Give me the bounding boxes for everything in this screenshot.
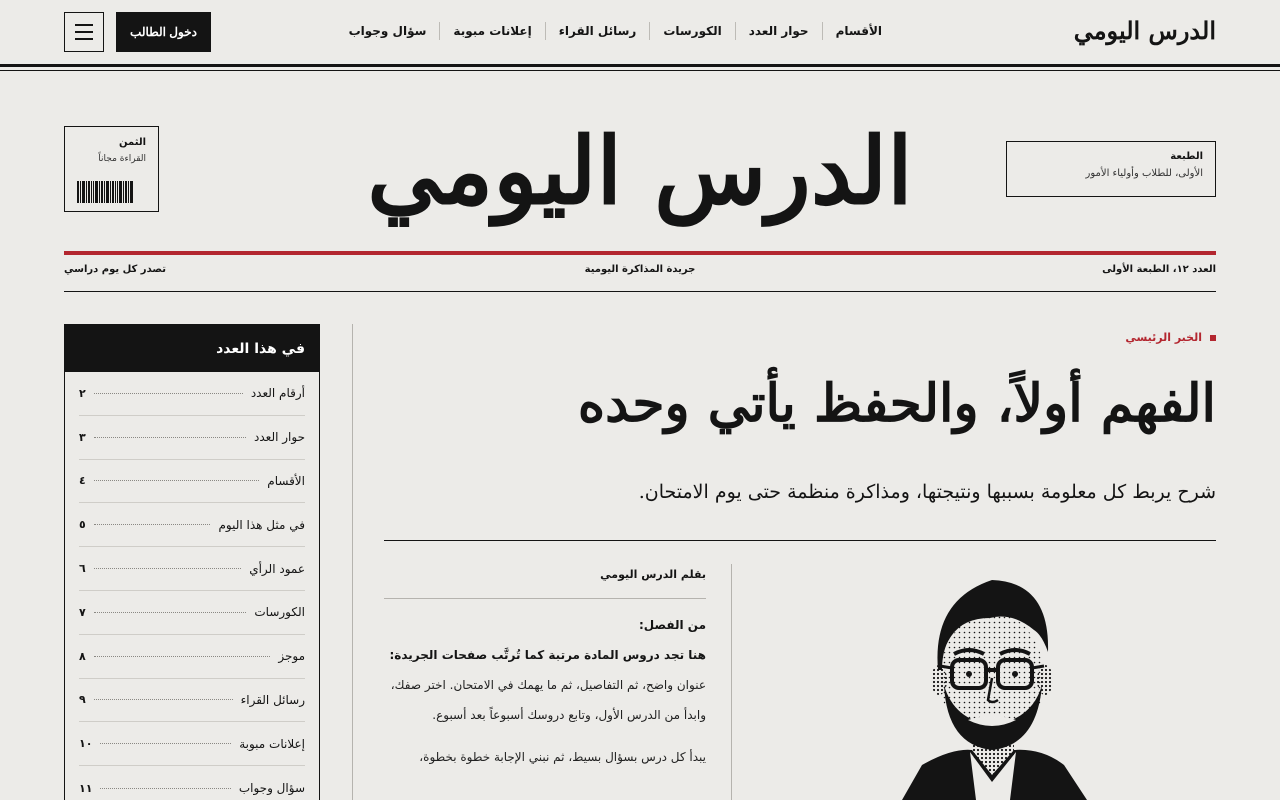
article-rule — [384, 540, 1216, 541]
toc-leader — [94, 612, 247, 613]
publication-frequency: تصدر كل يوم دراسي — [64, 264, 166, 275]
column-divider — [352, 324, 353, 800]
toc-title: في هذا العدد — [65, 325, 319, 372]
edition-label: الطبعة — [1170, 151, 1203, 162]
kicker-square-icon — [1210, 335, 1216, 341]
toc-item[interactable] — [79, 679, 305, 723]
body-column-divider — [731, 564, 732, 800]
toc-item-label: حوار العدد — [254, 430, 305, 445]
nav-link-courses[interactable]: الكورسات — [649, 22, 734, 40]
toc-leader — [94, 524, 211, 525]
toc-item-label: الأقسام — [267, 473, 305, 488]
toc-item-page: ١١ — [79, 781, 93, 795]
top-navigation-bar — [0, 0, 1280, 64]
toc-item[interactable] — [79, 503, 305, 547]
toc-item-page: ٣ — [79, 430, 86, 444]
toc-item-page: ٥ — [79, 518, 86, 532]
toc-leader — [94, 480, 260, 481]
toc-item-page: ٢ — [79, 386, 86, 400]
toc-item-page: ١٠ — [79, 737, 93, 751]
price-box — [64, 126, 159, 212]
toc-item-page: ٤ — [79, 474, 86, 488]
article-headline[interactable]: الفهم أولاً، والحفظ يأتي وحده — [577, 373, 1216, 434]
price-label: الثمن — [119, 137, 146, 148]
kicker-label: الخبر الرئيسي — [1125, 331, 1202, 344]
section-label: من الفصل: — [639, 618, 706, 632]
nav-link-interview[interactable]: حوار العدد — [735, 22, 822, 40]
toc-item-label: أرقام العدد — [250, 386, 305, 401]
masthead-title: الدرس اليومي — [367, 117, 913, 225]
hamburger-icon-line — [75, 38, 93, 40]
price-value: القراءة مجاناً — [98, 154, 146, 164]
toc-item[interactable] — [79, 591, 305, 635]
edition-box — [1006, 141, 1216, 197]
article-lead: هنا تجد دروس المادة مرتبة كما تُرتَّب صفحات الجريدة: — [389, 648, 706, 662]
site-logo[interactable]: الدرس اليومي — [1073, 16, 1216, 45]
article-byline: بقلم الدرس اليومي — [600, 568, 706, 581]
toc-list — [65, 372, 319, 800]
toc-item[interactable] — [79, 722, 305, 766]
paper-tagline: جريدة المذاكرة اليومية — [584, 264, 696, 275]
masthead-red-rule — [64, 251, 1216, 255]
barcode-icon — [77, 181, 133, 203]
nav-link-qa[interactable]: سؤال وجواب — [348, 24, 427, 38]
toc-leader — [94, 437, 246, 438]
article-body — [384, 610, 706, 772]
toc-leader — [100, 743, 231, 744]
hamburger-menu-button[interactable] — [64, 12, 104, 52]
nav-link-sections[interactable]: الأقسام — [822, 22, 882, 40]
toc-item[interactable] — [79, 766, 305, 800]
toc-item-label: في مثل هذا اليوم — [218, 517, 305, 532]
toc-leader — [94, 393, 243, 394]
dateline — [64, 264, 1216, 280]
toc-item-page: ٧ — [79, 605, 86, 619]
table-of-contents — [64, 324, 320, 800]
nav-link-readers-letters[interactable]: رسائل القراء — [545, 22, 650, 40]
toc-item-label: رسائل القراء — [240, 692, 305, 707]
header-double-rule — [0, 64, 1280, 71]
article-deck: شرح يربط كل معلومة بسببها ونتيجتها، ومذاكرة منظمة حتى يوم الامتحان. — [638, 481, 1216, 503]
toc-item-page: ٦ — [79, 562, 86, 576]
toc-item-page: ٨ — [79, 649, 86, 663]
toc-item-page: ٩ — [79, 693, 86, 707]
toc-leader — [94, 656, 271, 657]
toc-item[interactable] — [79, 635, 305, 679]
main-nav — [349, 22, 882, 40]
byline-rule — [384, 598, 706, 599]
teacher-portrait — [892, 560, 1092, 800]
dateline-rule — [64, 291, 1216, 292]
nav-link-classifieds[interactable]: إعلانات مبوبة — [439, 22, 544, 40]
toc-item-label: سؤال وجواب — [238, 781, 305, 796]
toc-item-label: الكورسات — [254, 605, 305, 620]
hamburger-icon — [75, 24, 93, 26]
hamburger-icon-line — [75, 31, 93, 33]
article-paragraph: عنوان واضح، ثم التفاصيل، ثم ما يهمك في الامتحان. اختر صفك، وابدأ من الدرس الأول، وتابع دروسك أسبوعاً بعد أسبوع. — [390, 678, 706, 722]
toc-item-label: إعلانات مبوبة — [239, 736, 305, 751]
toc-item[interactable] — [79, 372, 305, 416]
toc-item-label: عمود الرأي — [249, 561, 305, 576]
article-kicker — [1125, 331, 1216, 344]
toc-leader — [94, 699, 233, 700]
student-login-button[interactable]: دخول الطالب — [116, 12, 211, 52]
toc-item-label: موجز — [278, 649, 305, 664]
toc-leader — [94, 568, 241, 569]
edition-value: الأولى، للطلاب وأولياء الأمور — [1085, 168, 1203, 179]
toc-item[interactable] — [79, 547, 305, 591]
article-paragraph: يبدأ كل درس بسؤال بسيط، ثم نبني الإجابة خطوة بخطوة، — [419, 750, 706, 764]
toc-item[interactable] — [79, 416, 305, 460]
toc-item[interactable] — [79, 460, 305, 504]
toc-leader — [100, 788, 230, 789]
issue-number: العدد ١٢، الطبعة الأولى — [1102, 264, 1216, 275]
